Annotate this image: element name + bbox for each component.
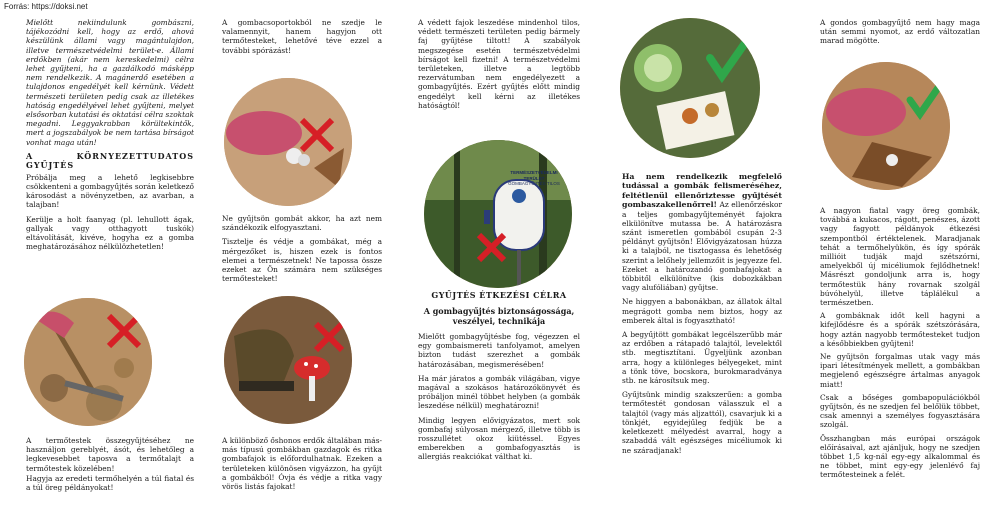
caption: A különböző őshonos erdők általában más-más típusú gombákban gazdagok és ritka gombafajok is előfordulhatnak. Ezeken a területeken különösen vigyázzon, ha gyűjt a gombákból! Óvja és védje a ritka vagy vörös listás fajokat! bbox=[222, 436, 382, 492]
section-heading: GYŰJTÉS ÉTKEZÉSI CÉLRA bbox=[431, 290, 567, 300]
paragraph: Gyűjtsünk mindig szakszerűen: a gomba termőtestét gondosan válasszuk el a talajtól (vagy más aljzattól), csavarjuk ki a tönkjét, egyidejűleg fedjük be a keletkezett mélyedést avarral, hogy a szabaddá vált egészséges micéliumok ki ne száradjanak! bbox=[622, 390, 782, 455]
paragraph: Tisztelje és védje a gombákat, még a mérgezőket is, hiszen ezek is fontos elemei a természetnek! Ne tapossa össze ezeket az Ön számára nem szükséges termőtesteket! bbox=[222, 237, 382, 284]
paragraph: A gombáknak időt kell hagyni a kifejlődésre és a spórák szétszórására, hogy aztán nagyobb termőtesteket tudjon a későbbiekben gyűjteni! bbox=[820, 311, 980, 348]
column-5 bbox=[820, 18, 980, 51]
paragraph: Összhangban más európai országok előírásaival, azt ajánljuk, hogy ne szedjen többet 1,5 kg-nál egy-egy alkalommal és ne többet, mint egy-egy jelenlévő faj termőtesteinek a felét. bbox=[820, 433, 980, 480]
sign-line: GOMBAGYŰJTÉS TILOS bbox=[508, 181, 560, 186]
paragraph: Próbálja meg a lehető legkisebbre csökkenteni a gombagyűjtés során keletkező károsodást a növényzetben, az avarban, a talajban! bbox=[26, 172, 194, 210]
rake-illustration bbox=[24, 298, 152, 426]
paragraph: Ha már járatos a gombák világában, vigye magával a szokásos határozókönyvét és próbáljon minél többet helyben (a gombák leszedése nélkül) meghatározni! bbox=[418, 373, 580, 411]
caption: A termőtestek összegyűjtéséhez ne használjon gereblyét, ásót, és lehetőleg a legkevesebbet taposva a termőtalajt a termőtestek közelében! bbox=[26, 436, 194, 473]
sign-line: TERMÉSZETVÉDELMI bbox=[510, 170, 558, 175]
caption: Hagyja az eredeti termőhelyén a túl fiatal és a túl öreg példányokat! bbox=[26, 473, 194, 493]
paragraph: Ne higgyen a babonákban, az állatok által megrágott gomba nem biztos, hogy az emberek által is fogyasztható! bbox=[622, 297, 782, 325]
section-subheading: A gombagyűjtés biztonságossága, veszélyei, technikája bbox=[423, 306, 575, 326]
protected-area-illustration bbox=[424, 140, 572, 288]
section-heading: Ha nem rendelkezik megfelelő tudással a gombák felismeréséhez, feltétlenül ellenőriztesse gyűjtését gombaszakellenőrrel! bbox=[622, 172, 782, 210]
sign-line: TERÜLET bbox=[523, 175, 545, 181]
paragraph: A gondos gombagyűjtő nem hagy maga után semmi nyomot, az erdő változatlan marad mögötte. bbox=[820, 18, 980, 46]
paragraph: Az ellenőrzéskor a teljes gombagyűjteményét fajokra elkülönítve mutassa be. A határozásra szánt ismeretlen gombából csupán 2-3 példányt gyűjtsön! Elővigyázatosan húzza ki a talajból, ne tisztogassa és lehetőség szerint a lelőhely jellemzőit is jegyezze fel. Ezeket a határozandó gombafajokat a többitől elkülönítve (kis dobozkákban vagy alufóliában) gyűjtse. bbox=[622, 200, 782, 293]
column-2-middle bbox=[222, 214, 382, 288]
boot-toadstool-illustration bbox=[224, 296, 352, 424]
paragraph: A védett fajok leszedése mindenhol tilos, védett természeti területen pedig bármely faj gyűjtése tiltott! A szabályok megszegése esetén természetvédelmi bírságot kell fizetni! A természetvédelmi területeken, illetve a legtöbb rezervátumban nem engedélyezett a gombagyűjtés. Ezért gyűjtés előtt mindig engedélyt kell kérni az illetékes hatóságtól! bbox=[418, 18, 580, 110]
paragraph: A gombacsoportokból ne szedje le valamennyit, hanem hagyjon ott termőtesteket, lehetővé téve ezzel a további spórázást! bbox=[222, 18, 382, 55]
mushroom-book-illustration bbox=[620, 18, 760, 158]
column-2 bbox=[222, 18, 382, 60]
paragraph: Mindig legyen elővigyázatos, mert sok gombafaj súlyosan mérgező, illetve több is rosszullétet okoz kiütéssel. Egyes emberekben a gombafogyasztás is allergiás reakciókat válthat ki. bbox=[418, 415, 580, 462]
column-3-lower bbox=[418, 288, 580, 467]
hand-covering-illustration bbox=[822, 62, 950, 190]
paragraph: A nagyon fiatal vagy öreg gombák, továbbá a kukacos, rágott, penészes, ázott vagy fagyott példányok étkezési szempontból értéktelenek. Maradjanak tehát a termőhelyükön, és így spórák millióit tudják majd szétszórni, amelyekből új micéliumok fejlődhetnek! Másrészt gondoljunk arra is, hogy termőtestük hány rovarnak szolgál búvóhelyül, illetve táplálékul a természetben. bbox=[820, 206, 980, 308]
sign-text bbox=[506, 170, 562, 187]
column-2-caption bbox=[222, 436, 382, 496]
hand-picking-illustration bbox=[224, 78, 352, 206]
column-1-captions bbox=[26, 436, 194, 497]
paragraph: A begyűjtött gombákat legcélszerűbb már az erdőben a rátapadó talajtól, levelektől stb. megtisztítani. Ügyeljünk azonban arra, hogy a különleges bélyegeket, mint a tönk töve, bocskora, burokmaradványa stb. ne károsítsuk meg. bbox=[622, 330, 782, 386]
column-1 bbox=[26, 18, 194, 256]
column-5-lower bbox=[820, 206, 980, 484]
paragraph: Ne gyűjtsön gombát akkor, ha azt nem szándékozik elfogyasztani. bbox=[222, 214, 382, 233]
section-heading: A KÖRNYEZETTUDATOS GYŰJTÉS bbox=[26, 150, 194, 171]
paragraph: Ne gyűjtsön forgalmas utak vagy más ipari létesítmények mellett, a gombákban megjelenő egészségre ártalmas anyagok miatt! bbox=[820, 352, 980, 389]
column-3 bbox=[418, 18, 580, 115]
column-4 bbox=[622, 172, 782, 460]
source-label: Forrás: https://doksi.net bbox=[4, 2, 88, 11]
paragraph: Mielőtt gombagyűjtésbe fog, végezzen el egy gombaismereti tanfolyamot, amelyen bizton tudást szerezhet a gombák határozásában, megismerésében! bbox=[418, 332, 580, 369]
paragraph: Csak a bőséges gombapopulációkból gyűjtsön, és ne szedjen fel belőlük többet, csak amennyi a személyes fogyasztására szolgál. bbox=[820, 392, 980, 430]
paragraph: Kerülje a holt faanyag (pl. lehullott ágak, gallyak vagy otthagyott tuskók) eltávolítását, kivéve, hogyha ez a gomba meghatározásához nélkülözhetetlen! bbox=[26, 214, 194, 252]
intro-text: Mielőtt nekiindulunk gombászni, tájékozódni kell, hogy az erdő, ahová készülünk állami vagy magántulajdon, illetve természetvédelmi terület-e. Állami erdőkben (akár nem kereskedelmi) célra lehet gyűjteni, ha a gazdálkodó másképp nem rendelkezik. A magánerdő esetében a tulajdonos engedélyét kell kérnünk. Védett természeti területen pedig csak az illetékes hatóság engedélyével lehet gyűjteni, melyet elsősorban kutatási és oktatási célra szoktak megadni. Leggyakrabban körültekintők, mert a jogszabályok be nem tartása bírságot vonhat maga után! bbox=[26, 18, 194, 147]
